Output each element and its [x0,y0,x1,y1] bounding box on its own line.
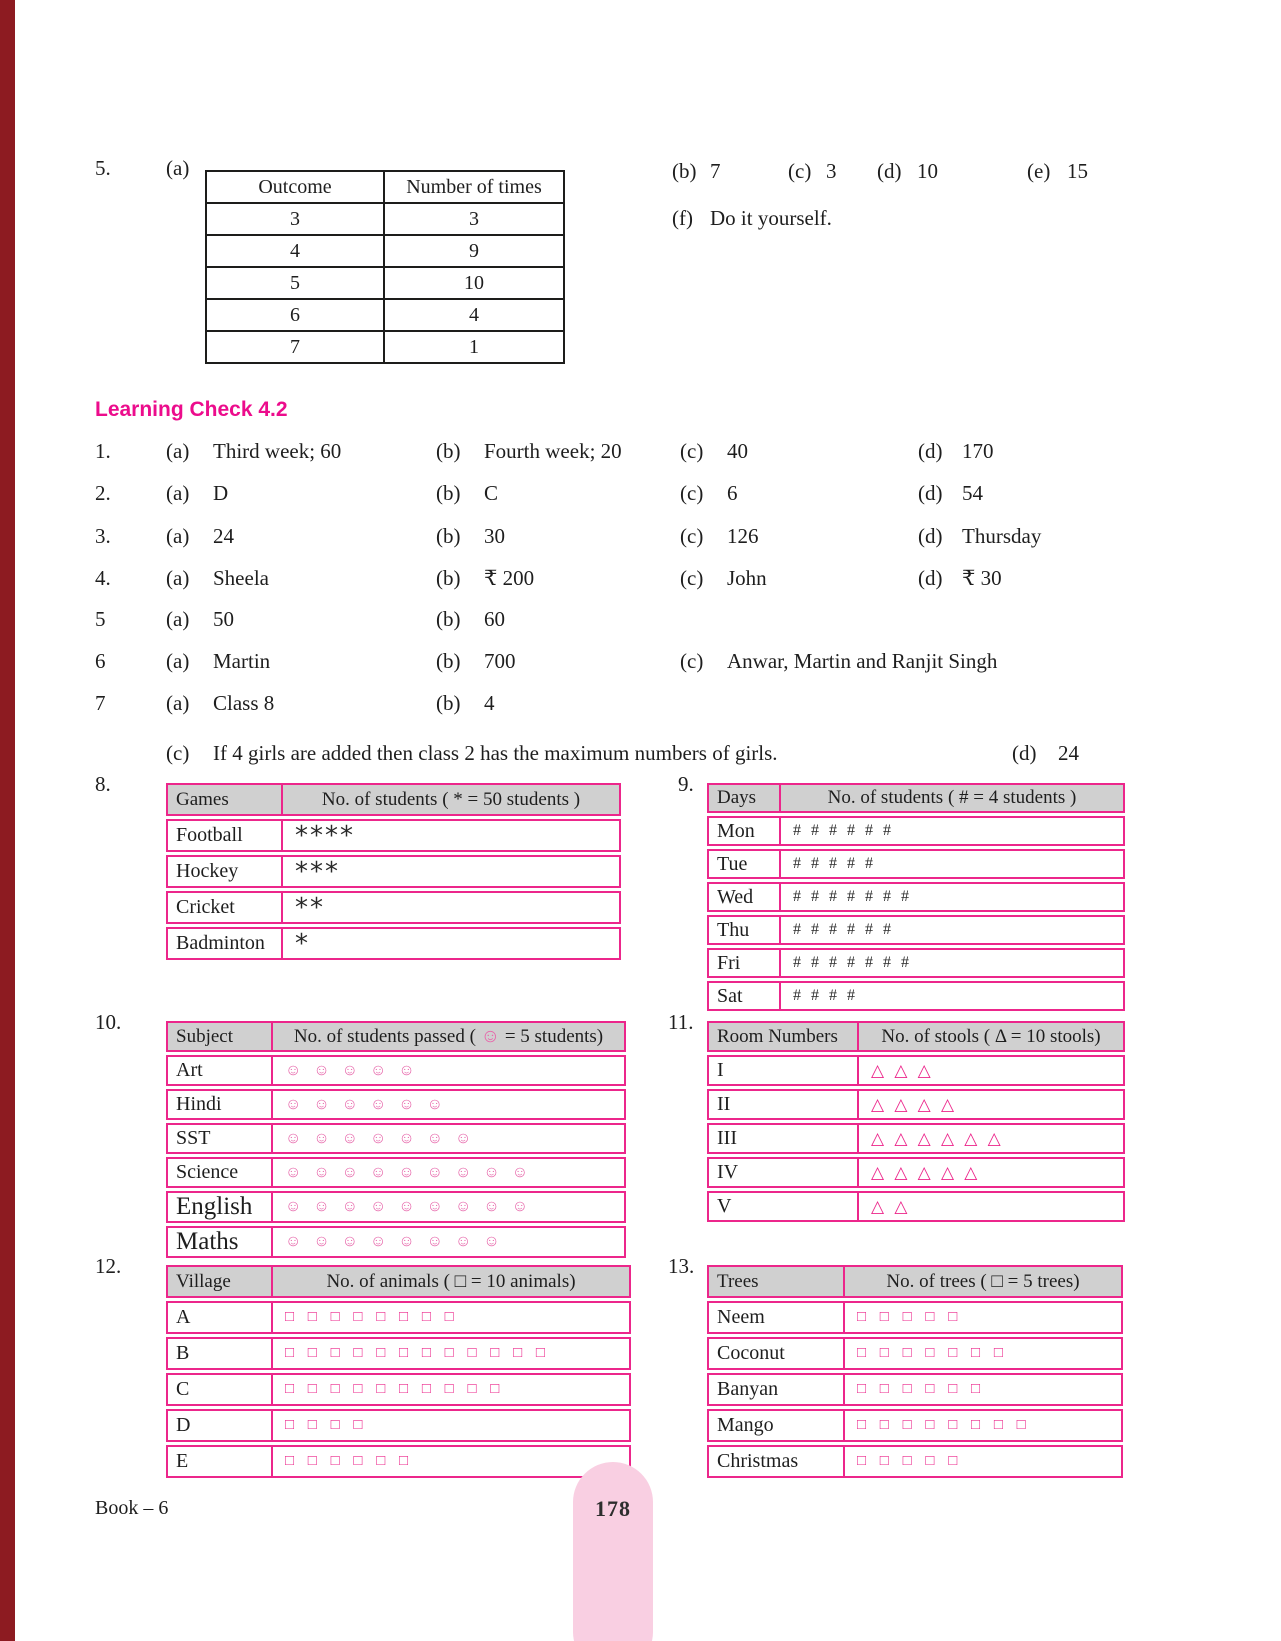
pictograph-symbols: # # # # # # # [779,882,1125,912]
question-number: 3. [95,524,111,548]
pictograph-row [707,1301,1123,1334]
pictograph-symbols: △ △ △ [857,1055,1125,1086]
q12-header-village: Village [166,1265,271,1298]
pictograph-row [707,816,1125,846]
outcome-value: 6 [206,299,384,331]
times-value: 3 [384,203,564,235]
answer-value: John [727,566,767,590]
row-label: Thu [707,915,779,945]
answer-value: Martin [213,649,271,673]
pictograph-symbols: □ □ □ □ □ [843,1445,1123,1478]
pictograph-row [707,1445,1123,1478]
row-label: Football [166,819,281,852]
pictograph-symbols: □ □ □ □ □ □ [843,1373,1123,1406]
q5-table-row [206,331,564,363]
answer-value: Anwar, Martin and Ranjit Singh [727,649,998,673]
table-body [707,1055,1125,1222]
q11-stools-pictograph [707,1018,1125,1225]
pictograph-row [166,1373,631,1406]
q10-subjects-pictograph [166,1018,626,1261]
row-label: Mon [707,816,779,846]
q5-table-row [206,235,564,267]
q11-header-legend: No. of stools ( Δ = 10 stools) [857,1021,1125,1052]
answer-label: (a) [166,649,190,673]
answer-label: (a) [166,524,190,548]
legend-text: No. of students passed ( [293,1025,481,1047]
answer-label: (a) [166,566,190,590]
pictograph-header-row [707,1021,1125,1052]
row-label: Sat [707,981,779,1011]
pictograph-row [707,1409,1123,1442]
row-label: Badminton [166,927,281,960]
page-number-capsule [573,1462,653,1641]
answer-label: (b) [436,566,461,590]
pictograph-row [707,981,1125,1011]
pictograph-row [707,1191,1125,1222]
q10-header-legend [271,1021,626,1052]
pictograph-row [166,1089,626,1120]
pictograph-row [707,915,1125,945]
q12-number: 12. [95,1254,122,1278]
answer-value: 7 [710,159,721,183]
row-label: Coconut [707,1337,843,1370]
q12-villages-pictograph [166,1262,631,1481]
question-number: 4. [95,566,111,590]
question-number: 6 [95,649,106,673]
pictograph-symbols: # # # # # # [779,915,1125,945]
pictograph-header-row [707,1265,1123,1298]
pictograph-row [707,1123,1125,1154]
q13-header-trees: Trees [707,1265,843,1298]
pictograph-row [707,1337,1123,1370]
answer-value: 50 [213,607,234,631]
table-body [166,819,621,960]
outcome-value: 4 [206,235,384,267]
row-label: English [166,1191,271,1223]
answer-label: (d) [918,481,943,505]
answer-value: 15 [1067,159,1088,183]
table-body [707,1301,1123,1478]
answer-label: (c) [680,649,704,673]
pictograph-symbols: ☺ ☺ ☺ ☺ ☺ ☺ ☺ ☺ [271,1226,626,1258]
times-value: 1 [384,331,564,363]
q5-number: 5. [95,156,111,180]
answer-value: ₹ 30 [962,566,1002,590]
q8-header-games: Games [166,783,281,816]
pictograph-row [707,849,1125,879]
row-label: I [707,1055,857,1086]
row-label: Science [166,1157,271,1188]
answer-label: (b) [436,481,461,505]
pictograph-symbols: ☺ ☺ ☺ ☺ ☺ ☺ [271,1089,626,1120]
answer-label: (a) [166,691,190,715]
pictograph-row [166,1445,631,1478]
row-label: V [707,1191,857,1222]
answer-value: Thursday [962,524,1042,548]
row-label: C [166,1373,271,1406]
outcome-value: 7 [206,331,384,363]
smiley-icon: ☺ [480,1025,501,1047]
row-label: SST [166,1123,271,1154]
row-label: IV [707,1157,857,1188]
q8-games-pictograph [166,780,621,963]
q8-header-legend: No. of students ( * = 50 students ) [281,783,621,816]
q8-number: 8. [95,772,111,796]
q5-table-row [206,267,564,299]
pictograph-symbols: # # # # # # [779,816,1125,846]
answer-label: (c) [166,741,190,765]
pictograph-symbols: ☺ ☺ ☺ ☺ ☺ ☺ ☺ ☺ ☺ [271,1191,626,1223]
pictograph-symbols: □ □ □ □ □ □ □ □ [843,1409,1123,1442]
pictograph-header-row [166,1265,631,1298]
pictograph-header-row [707,783,1125,813]
row-label: Fri [707,948,779,978]
question-number: 5 [95,607,106,631]
row-label: Tue [707,849,779,879]
row-label: III [707,1123,857,1154]
pictograph-row [166,1226,626,1258]
answer-row-1 [0,439,1281,467]
pictograph-symbols: * [281,927,621,960]
answer-label: (a) [166,481,190,505]
pictograph-symbols: □ □ □ □ [271,1409,631,1442]
answer-row-7 [0,691,1281,719]
answer-label: (b) [436,607,461,631]
answer-label: (c) [680,566,704,590]
pictograph-row [707,1055,1125,1086]
question-number: 2. [95,481,111,505]
answer-value: 3 [826,159,837,183]
pictograph-symbols: △ △ [857,1191,1125,1222]
answer-row-3 [0,524,1281,552]
pictograph-row [166,891,621,924]
q9-header-legend: No. of students ( # = 4 students ) [779,783,1125,813]
answer-label: (b) [436,691,461,715]
answer-value: Do it yourself. [710,206,832,230]
answer-value: 24 [213,524,234,548]
row-label: D [166,1409,271,1442]
pictograph-symbols: □ □ □ □ □ □ □ □ □ □ □ □ [271,1337,631,1370]
section-heading: Learning Check 4.2 [95,398,288,421]
pictograph-symbols: ☺ ☺ ☺ ☺ ☺ ☺ ☺ [271,1123,626,1154]
answer-value: 30 [484,524,505,548]
q10-header-subject: Subject [166,1021,271,1052]
pictograph-row [166,1337,631,1370]
answer-label: (b) [436,524,461,548]
answer-value: Class 8 [213,691,275,715]
pictograph-symbols: △ △ △ △ [857,1089,1125,1120]
pictograph-symbols: # # # # [779,981,1125,1011]
row-label: Neem [707,1301,843,1334]
pictograph-symbols: □ □ □ □ □ [843,1301,1123,1334]
pictograph-row [166,1191,626,1223]
answer-value: C [484,481,499,505]
row-label: B [166,1337,271,1370]
pictograph-row [166,819,621,852]
answer-value: 60 [484,607,505,631]
answer-label: (b) [436,439,461,463]
left-margin-bar [0,0,15,1641]
q13-number: 13. [668,1254,695,1278]
pictograph-symbols: ☺ ☺ ☺ ☺ ☺ ☺ ☺ ☺ ☺ [271,1157,626,1188]
pictograph-symbols: □ □ □ □ □ □ [271,1445,631,1478]
answer-label: (b) [672,159,697,183]
q5-answer-f-row [0,206,1281,234]
pictograph-symbols: △ △ △ △ △ △ [857,1123,1125,1154]
answer-row-7c [0,741,1281,769]
pictograph-row [166,855,621,888]
q5-header-times: Number of times [384,171,564,203]
pictograph-symbols: ** [281,891,621,924]
row-label: Art [166,1055,271,1086]
pictograph-symbols: **** [281,819,621,852]
pictograph-row [166,1123,626,1154]
pictograph-row [166,1055,626,1086]
answer-label: (a) [166,607,190,631]
book-label: Book – 6 [95,1497,169,1519]
answer-value: 700 [484,649,516,673]
answer-row-5 [0,607,1281,635]
question-number: 1. [95,439,111,463]
pictograph-row [166,1409,631,1442]
row-label: A [166,1301,271,1334]
pictograph-symbols: *** [281,855,621,888]
q9-header-days: Days [707,783,779,813]
row-label: Mango [707,1409,843,1442]
answer-label: (d) [918,524,943,548]
answer-label: (f) [672,206,693,230]
pictograph-row [166,927,621,960]
answer-row-2 [0,481,1281,509]
answer-value: 40 [727,439,748,463]
question-number: 7 [95,691,106,715]
q11-header-rooms: Room Numbers [707,1021,857,1052]
outcome-value: 3 [206,203,384,235]
answer-label: (c) [788,159,812,183]
row-label: Hindi [166,1089,271,1120]
q11-number: 11. [668,1010,694,1034]
answer-label: (c) [680,439,704,463]
q13-trees-pictograph [707,1262,1123,1481]
answer-value: D [213,481,229,505]
pictograph-row [707,948,1125,978]
answer-label: (b) [436,649,461,673]
answer-value: 6 [727,481,738,505]
pictograph-row [166,1301,631,1334]
answer-label: (d) [918,566,943,590]
row-label: Wed [707,882,779,912]
answer-label: (d) [918,439,943,463]
row-label: Banyan [707,1373,843,1406]
pictograph-row [707,1089,1125,1120]
times-value: 10 [384,267,564,299]
page-number: 178 [595,1496,631,1521]
answer-value: 24 [1058,741,1079,765]
answer-value: 10 [917,159,938,183]
pictograph-header-row [166,783,621,816]
answer-value: 4 [484,691,495,715]
pictograph-header-row [166,1021,626,1052]
legend-text: = 5 students) [500,1025,604,1047]
answer-value: 54 [962,481,983,505]
outcome-value: 5 [206,267,384,299]
times-value: 4 [384,299,564,331]
answer-text: If 4 girls are added then class 2 has the maximum numbers of girls. [213,741,778,765]
answer-label: (d) [1012,741,1037,765]
answer-row-4 [0,566,1281,594]
pictograph-symbols: △ △ △ △ △ [857,1157,1125,1188]
row-label: II [707,1089,857,1120]
answer-value: Fourth week; 20 [484,439,622,463]
answer-label: (e) [1027,159,1051,183]
pictograph-symbols: □ □ □ □ □ □ □ □ [271,1301,631,1334]
pictograph-row [166,1157,626,1188]
pictograph-row [707,882,1125,912]
q13-header-legend: No. of trees ( □ = 5 trees) [843,1265,1123,1298]
pictograph-symbols: ☺ ☺ ☺ ☺ ☺ [271,1055,626,1086]
table-body [707,816,1125,1011]
q5-outcome-table [205,170,565,364]
q5-table-row [206,299,564,331]
q5-answers-row [0,159,1281,187]
answer-value: Sheela [213,566,269,590]
pictograph-symbols: □ □ □ □ □ □ □ □ □ □ [271,1373,631,1406]
times-value: 9 [384,235,564,267]
q5-header-outcome: Outcome [206,171,384,203]
answer-label: (d) [877,159,902,183]
answer-value: Third week; 60 [213,439,342,463]
pictograph-symbols: □ □ □ □ □ □ □ [843,1337,1123,1370]
row-label: E [166,1445,271,1478]
row-label: Hockey [166,855,281,888]
q5-part-a-label: (a) [166,156,190,180]
pictograph-row [707,1373,1123,1406]
answer-row-6 [0,649,1281,677]
row-label: Maths [166,1226,271,1258]
answer-value: ₹ 200 [484,566,535,590]
q9-days-pictograph [707,780,1125,1014]
answer-label: (c) [680,481,704,505]
q9-number: 9. [678,772,694,796]
pictograph-symbols: # # # # # [779,849,1125,879]
table-body [166,1055,626,1258]
table-body [166,1301,631,1478]
row-label: Christmas [707,1445,843,1478]
pictograph-symbols: # # # # # # # [779,948,1125,978]
pictograph-row [707,1157,1125,1188]
answer-value: 170 [962,439,994,463]
answer-value: 126 [727,524,759,548]
q12-header-legend: No. of animals ( □ = 10 animals) [271,1265,631,1298]
answer-label: (c) [680,524,704,548]
answer-label: (a) [166,439,190,463]
row-label: Cricket [166,891,281,924]
q10-number: 10. [95,1010,122,1034]
